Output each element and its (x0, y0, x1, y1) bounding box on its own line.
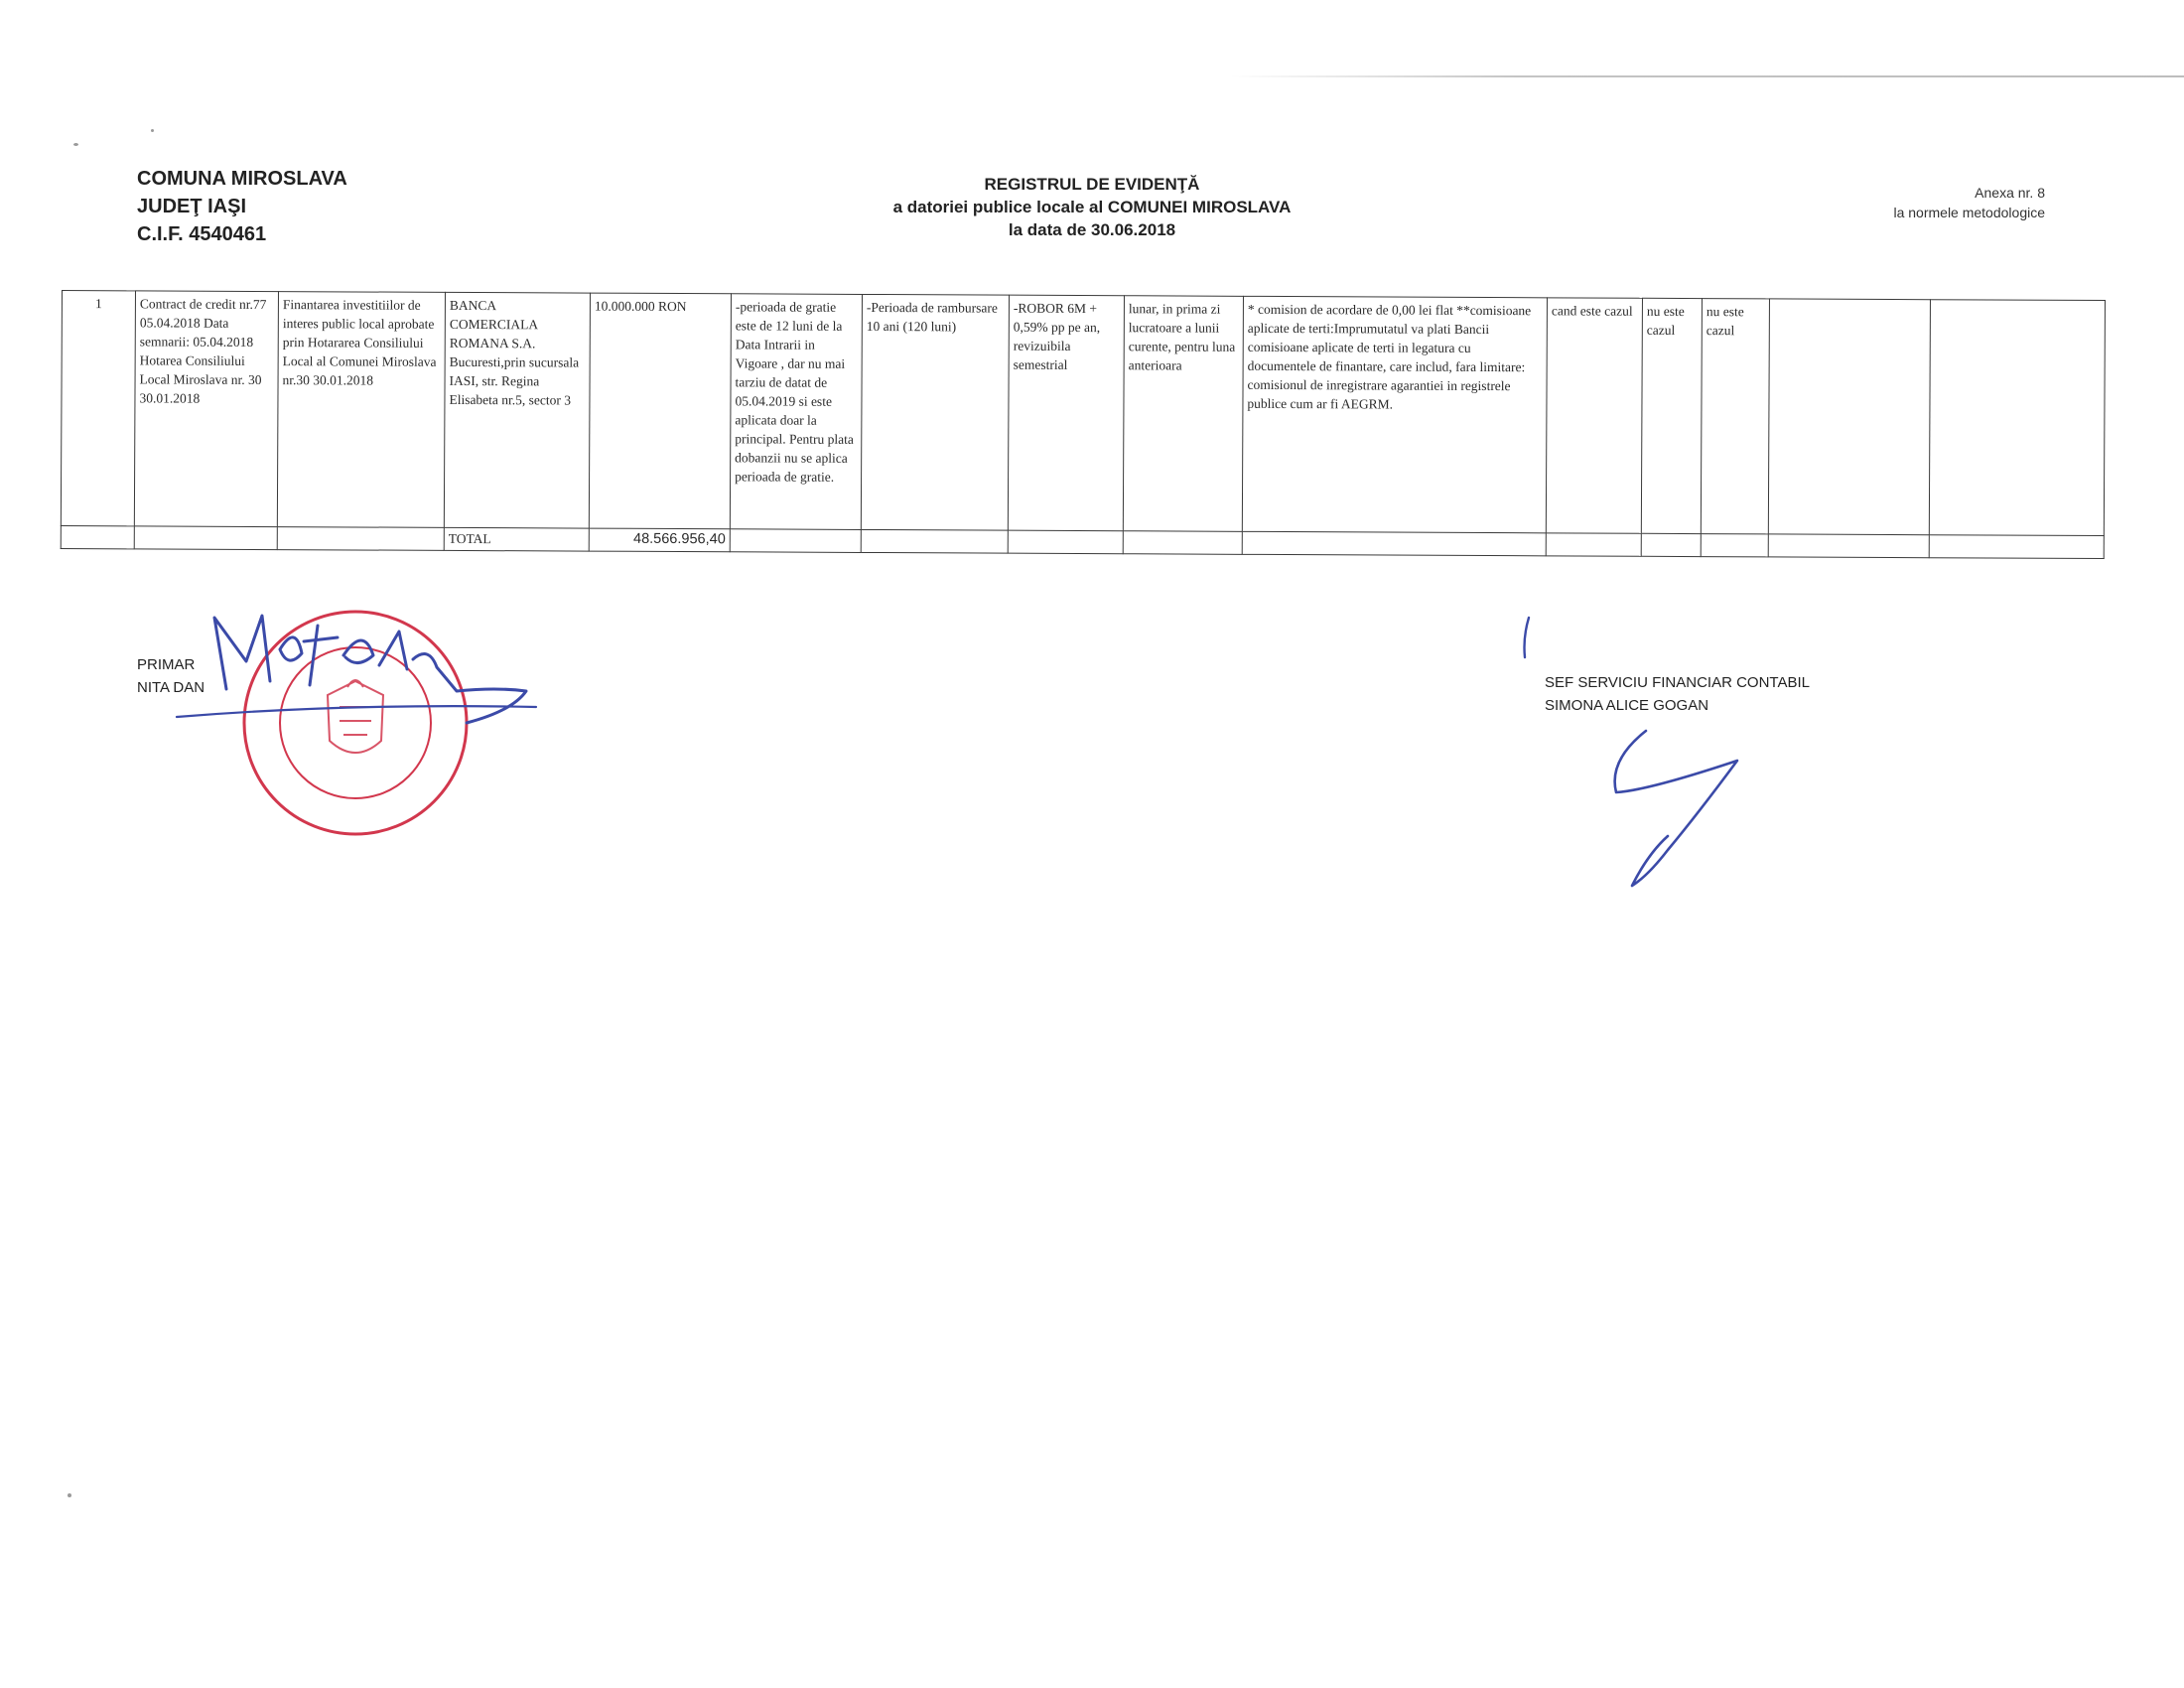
table-row (61, 291, 2105, 536)
scan-speck (68, 1493, 71, 1497)
cell-empty (861, 529, 1008, 553)
cell-row-number: 1 (61, 291, 135, 526)
annex-note: la normele metodologice (1893, 205, 2045, 220)
cell-repayment-period: -Perioada de rambursare 10 ani (120 luni) (861, 294, 1009, 530)
cell-when-applicable: cand este cazul (1546, 298, 1642, 533)
cell-empty (1008, 530, 1123, 554)
cell-contract: Contract de credit nr.77 05.04.2018 Data semnarii: 05.04.2018 Hotarea Consiliului Local Miroslava nr. 30 30.01.2018 (134, 291, 278, 527)
cell-empty (61, 525, 134, 548)
document-date: la data de 30.06.2018 (1008, 220, 1176, 239)
mayor-signature (169, 596, 546, 735)
document-subtitle: a datoriei publice locale al COMUNEI MIROSLAVA (892, 198, 1292, 216)
issuer-county: JUDEŢ IAŞI (137, 196, 247, 217)
cell-empty (1546, 533, 1641, 556)
cell-empty (1768, 299, 1930, 535)
scan-speck (73, 143, 78, 146)
finance-head-name: SIMONA ALICE GOGAN (1545, 697, 1709, 714)
cell-empty (1929, 535, 2104, 559)
cell-empty (1123, 531, 1242, 555)
scan-edge-artifact (1231, 75, 2184, 77)
issuer-name: COMUNA MIROSLAVA (137, 168, 347, 190)
cell-empty (1701, 534, 1768, 557)
cell-empty (277, 527, 444, 551)
cell-not-applicable-b: nu este cazul (1701, 299, 1769, 534)
cell-empty (1242, 531, 1546, 555)
debt-register-table (61, 290, 2105, 590)
mayor-name: NITA DAN (137, 679, 205, 696)
cell-creditor: BANCA COMERCIALA ROMANA S.A. Bucuresti,prin sucursala IASI, str. Regina Elisabeta nr.5, sector 3 (444, 292, 590, 528)
finance-head-signature (1499, 616, 1767, 894)
cell-not-applicable-a: nu este cazul (1641, 298, 1702, 533)
issuer-block (137, 165, 347, 248)
mayor-title: PRIMAR (137, 656, 196, 673)
total-label: TOTAL (444, 527, 589, 551)
cell-destination: Finantarea investitiilor de interes public local aprobate prin Hotararea Consiliului Local al Comunei Miroslava nr.30 30.01.2018 (277, 292, 445, 528)
cell-amount: 10.000.000 RON (589, 293, 731, 529)
total-value: 48.566.956,40 (589, 528, 730, 552)
document-title: REGISTRUL DE EVIDENŢĂ (984, 175, 1200, 194)
cell-interest-rate: -ROBOR 6M + 0,59% pp pe an, revizuibila semestrial (1008, 295, 1124, 531)
finance-head-title: SEF SERVICIU FINANCIAR CONTABIL (1545, 674, 1810, 691)
annex-block (1817, 183, 2045, 222)
cell-empty (1768, 534, 1929, 558)
scan-speck (151, 129, 154, 132)
document-title-block (824, 173, 1360, 241)
cell-commissions: * comision de acordare de 0,00 lei flat **comisioane aplicate de terti:Imprumutatul va plati Bancii comisioane aplicate de terti in legatura cu documentele de finantare, care includ, fara limitare: comisionul de inregistrare agarantiei in registrele publice cum ar fi AEGRM. (1242, 296, 1547, 532)
cell-empty (730, 529, 861, 553)
issuer-fiscal-code: C.I.F. 4540461 (137, 223, 267, 245)
cell-grace-period: -perioada de gratie este de 12 luni de la Data Intrarii in Vigoare , dar nu mai tarziu de datat de 05.04.2019 si este aplicata doar la principal. Pentru plata dobanzii nu se aplica perioada de gratie. (730, 294, 862, 530)
cell-empty (1641, 533, 1701, 556)
cell-empty (1929, 300, 2105, 536)
cell-payment-schedule: lunar, in prima zi lucratoare a lunii curente, pentru luna anterioara (1123, 296, 1243, 532)
cell-empty (134, 526, 277, 550)
annex-number: Anexa nr. 8 (1975, 185, 2045, 201)
